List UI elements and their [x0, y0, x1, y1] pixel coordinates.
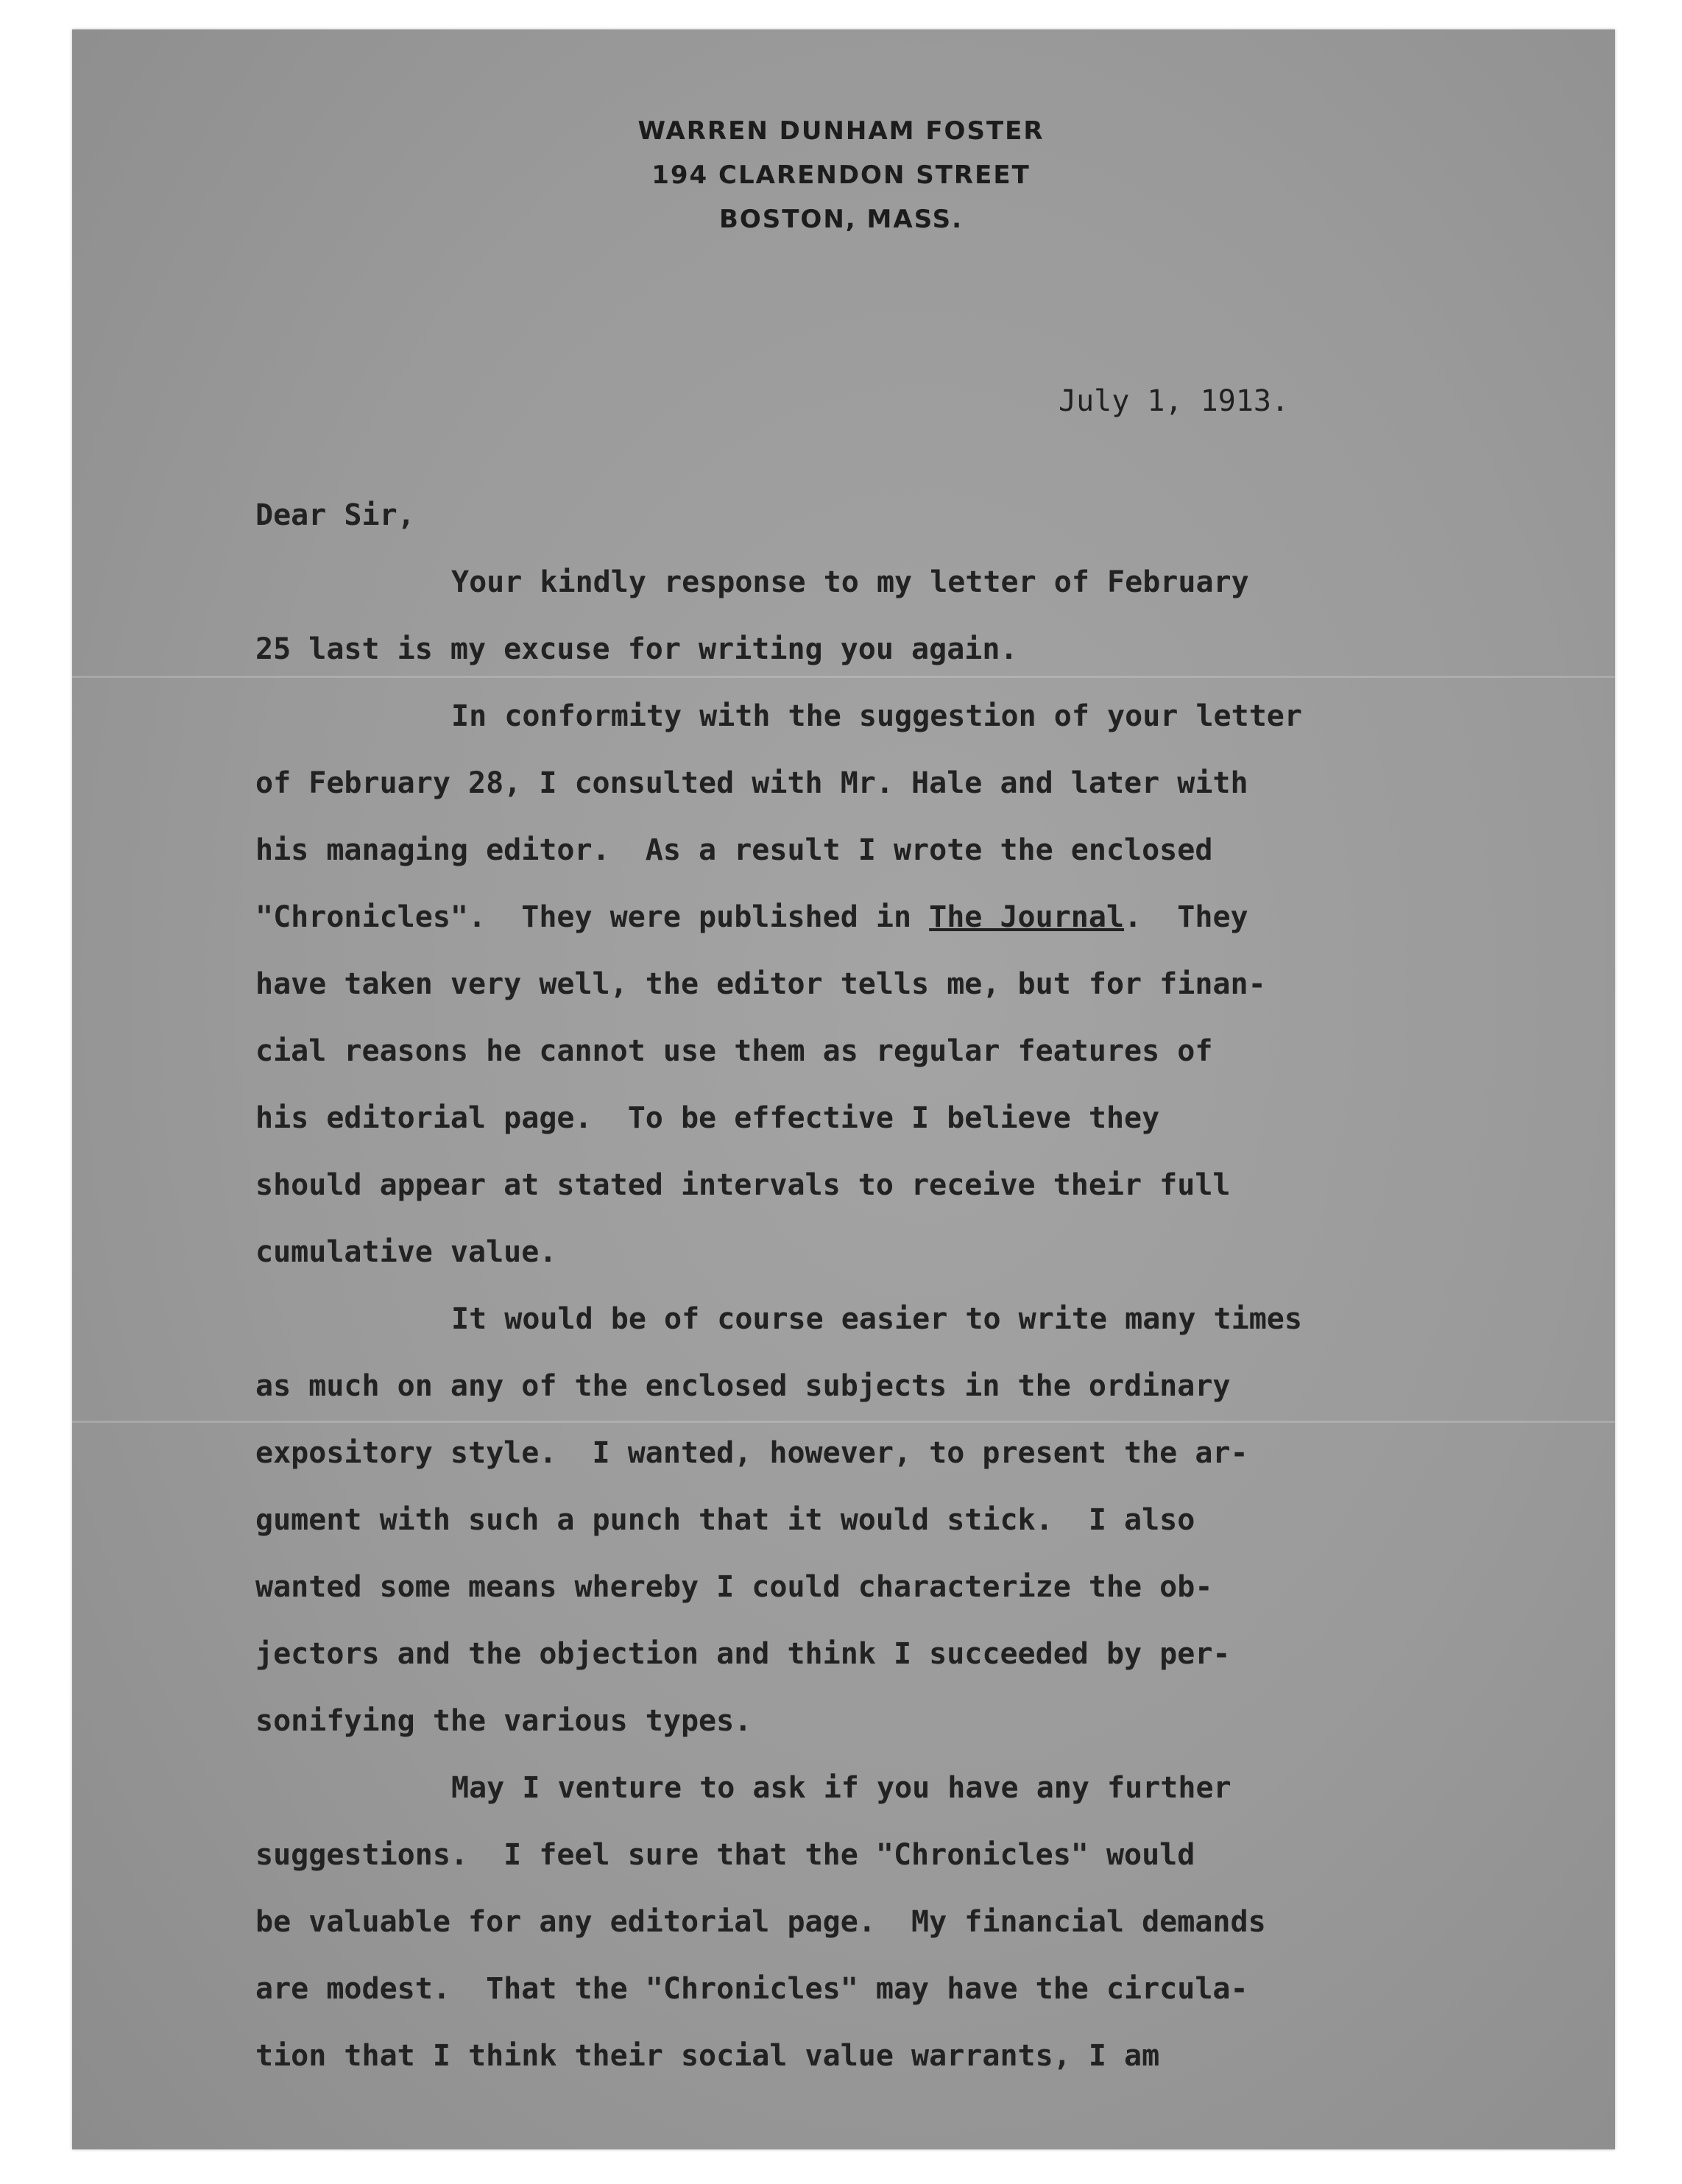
journal-title: The Journal [929, 900, 1125, 934]
body-line: gument with such a punch that it would stick. I also [255, 1503, 1195, 1537]
body-line: It would be of course easier to write many times [451, 1302, 1302, 1336]
body-line: In conformity with the suggestion of your letter [451, 699, 1302, 733]
body-line: 25 last is my excuse for writing you again. [255, 632, 1018, 666]
letterhead-name: WARREN DUNHAM FOSTER [637, 116, 1045, 146]
body-line: as much on any of the enclosed subjects in the ordinary [255, 1369, 1231, 1403]
body-line: his editorial page. To be effective I believe they [255, 1101, 1160, 1135]
body-line: should appear at stated intervals to receive their full [255, 1168, 1231, 1202]
body-line: tion that I think their social value warrants, I am [255, 2039, 1160, 2073]
body-line: his managing editor. As a result I wrote the enclosed [255, 833, 1213, 867]
body-line: be valuable for any editorial page. My financial demands [255, 1905, 1266, 1939]
letter-body [255, 482, 1507, 2090]
letterhead-street: 194 CLARENDON STREET [651, 160, 1031, 190]
body-line: May I venture to ask if you have any further [451, 1771, 1232, 1805]
letterhead [0, 109, 1682, 241]
body-line: jectors and the objection and think I succeeded by per- [255, 1637, 1231, 1671]
salutation: Dear Sir, [255, 498, 415, 532]
body-line: cumulative value. [255, 1235, 557, 1269]
body-line-part: "Chronicles". They were published in [255, 900, 912, 934]
body-line: expository style. I wanted, however, to present the ar- [255, 1436, 1248, 1470]
letterhead-city: BOSTON, MASS. [718, 205, 964, 234]
body-line: sonifying the various types. [255, 1704, 752, 1738]
body-line: cial reasons he cannot use them as regular features of [255, 1034, 1213, 1068]
body-line: Your kindly response to my letter of February [451, 565, 1249, 599]
body-line: suggestions. I feel sure that the "Chronicles" would [255, 1838, 1195, 1872]
body-line: have taken very well, the editor tells me, but for finan- [255, 967, 1266, 1001]
body-line [255, 884, 1507, 951]
letter-date: July 1, 1913. [1059, 384, 1290, 418]
body-line: wanted some means whereby I could characterize the ob- [255, 1570, 1213, 1604]
body-line-part: . They [1124, 900, 1248, 934]
body-line: are modest. That the "Chronicles" may have the circula- [255, 1972, 1248, 2006]
body-line: of February 28, I consulted with Mr. Hale and later with [255, 766, 1248, 800]
